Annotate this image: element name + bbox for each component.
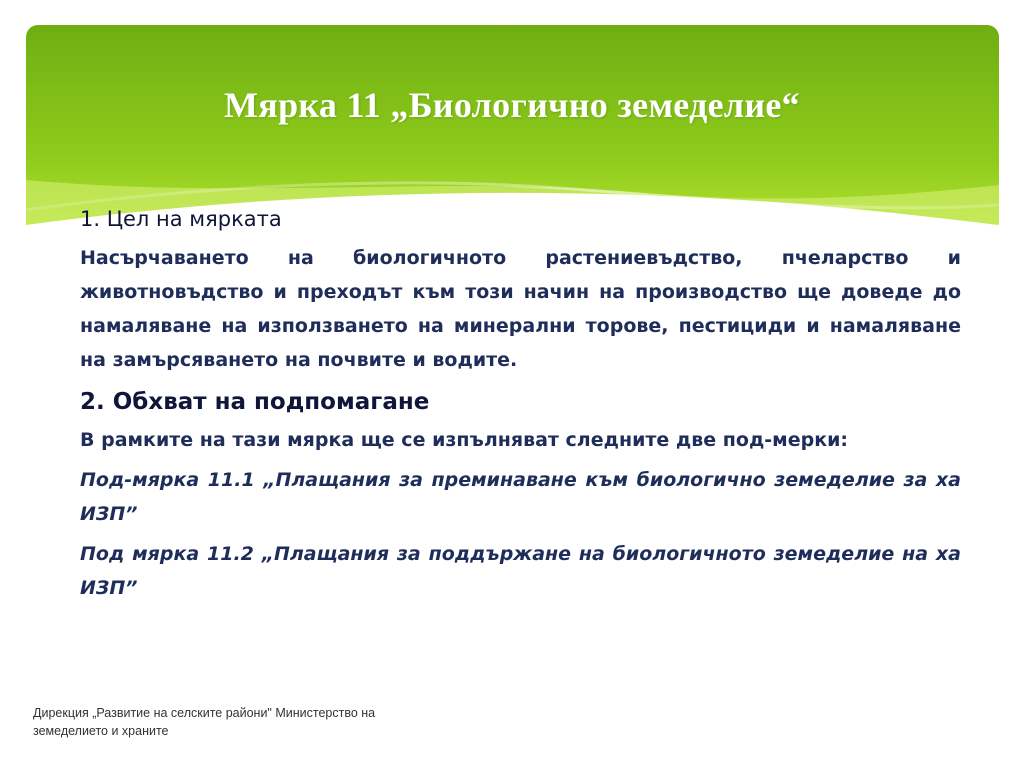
footer-text: Дирекция „Развитие на селските райони" Министерство на земеделието и храните [33,706,376,738]
submeasure-11-2: Под мярка 11.2 „Плащания за поддържане на биологичното земеделие на ха ИЗП” [80,543,961,599]
slide-content [80,207,961,605]
section-1-heading: 1. Цел на мярката [80,207,282,231]
slide-title: Мярка 11 „Биологично земеделие“ [224,85,800,125]
section-1-paragraph: Насърчаването на биологичното растениевъдство, пчеларство и животновъдство и преходът към този начин на производство ще доведе до намаляване на използването на минерални торове, пестициди и намаляване на замърсяването на почвите и водите. [80,247,961,371]
section-2-intro: В рамките на тази мярка ще се изпълняват следните две под-мерки: [80,429,849,451]
submeasure-11-1: Под-мярка 11.1 „Плащания за преминаване към биологично земеделие за ха ИЗП” [80,469,961,525]
section-2-heading: 2. Обхват на подпомагане [80,389,430,415]
